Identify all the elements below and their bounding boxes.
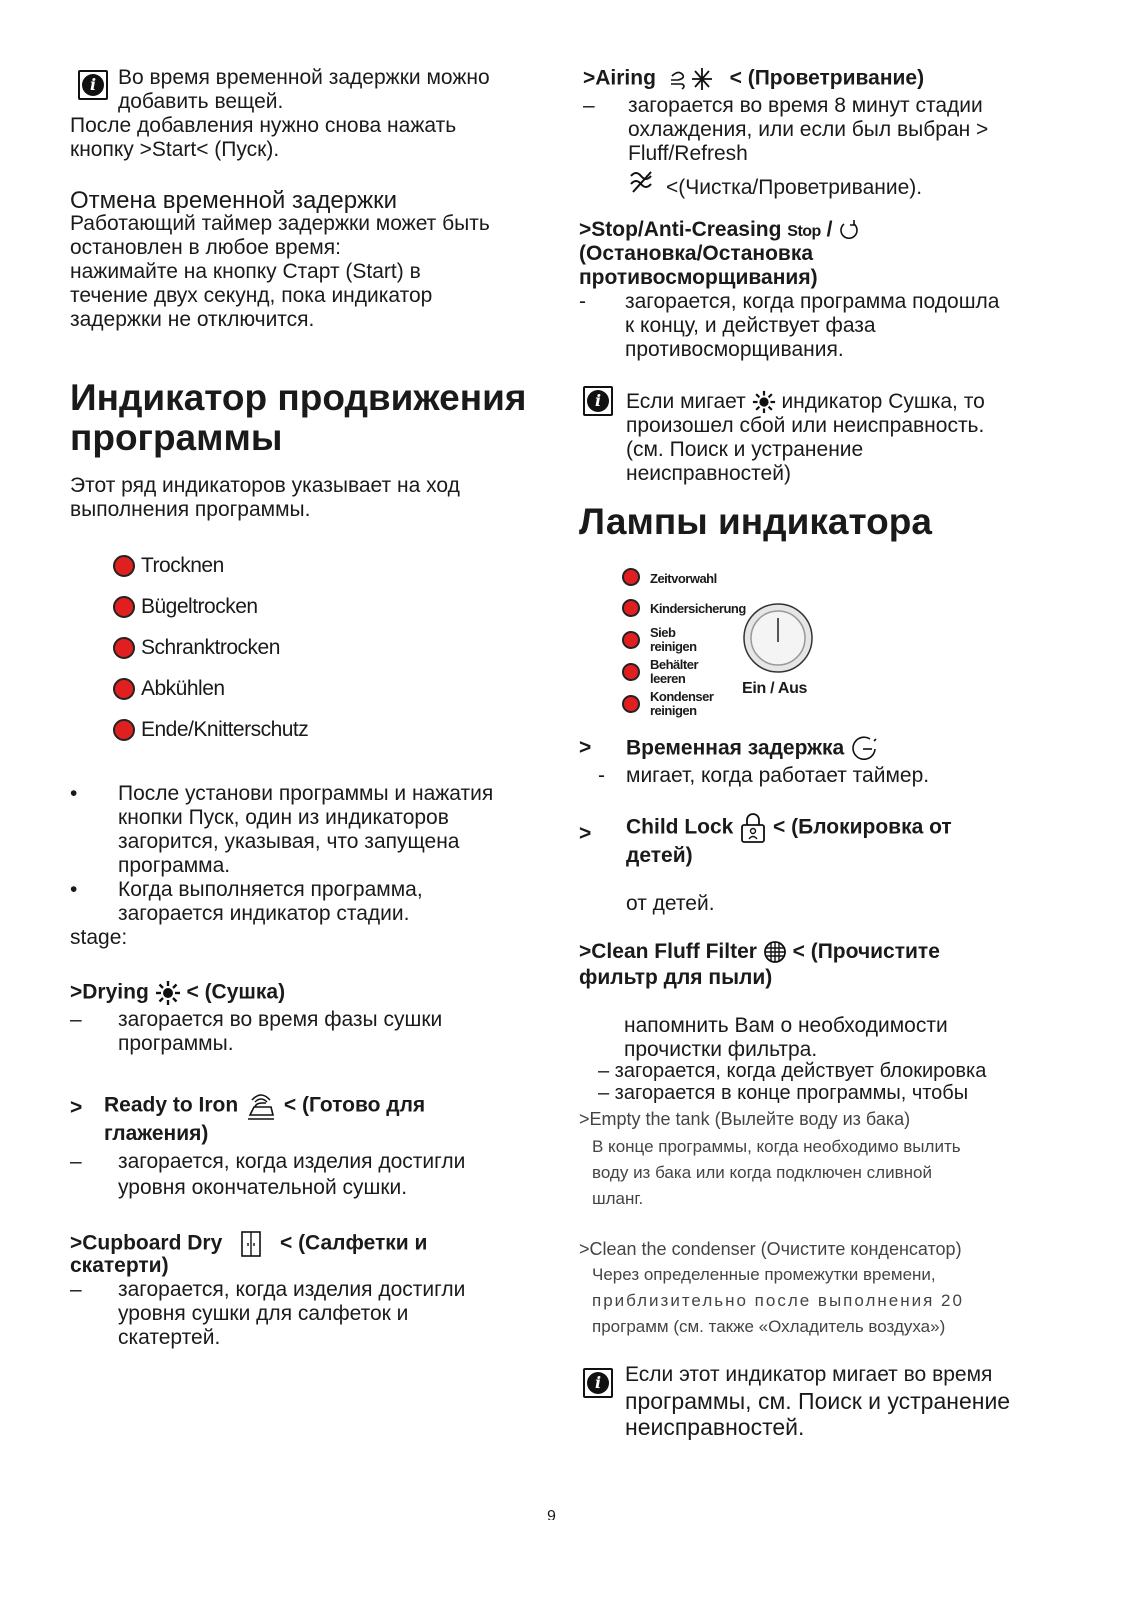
bullet-start-program: После установи программы и нажатия кнопки Пуск, один из индикаторов загорится, указывая, что запущена программа. — [118, 782, 494, 877]
dash: – — [583, 94, 595, 117]
delay-gt: > — [579, 736, 592, 759]
child-lock-title: Child Lock < (Блокировка от — [626, 812, 952, 844]
airing-body-cont: <(Чистка/Проветривание). — [666, 176, 923, 199]
iron-body: загорается, когда изделия достигли уровня окончательной сушки. — [118, 1150, 466, 1199]
lamp-label: Kindersicherung — [650, 601, 746, 616]
delay-icon — [850, 736, 880, 762]
note-drying-blink-cont: произошел сбой или неисправность. (см. Поиск и устранение неисправностей) — [626, 414, 985, 485]
cupboard-title: >Cupboard Dry < (Салфетки и — [70, 1230, 427, 1258]
child-lock-body: от детей. — [626, 892, 715, 915]
lamp-label: Kondenser reinigen — [650, 689, 714, 718]
note-delay-restart: После добавления нужно снова нажать кнопку >Start< (Пуск). — [70, 114, 457, 161]
indicator-schranktrocken — [113, 627, 308, 668]
child-gt: > — [579, 822, 592, 845]
dash: – — [70, 1278, 82, 1301]
cupboard-title-cont: скатерти) — [70, 1254, 169, 1277]
on-off-label: Ein / Aus — [742, 680, 808, 697]
stop-label: Stop — [787, 223, 821, 240]
note-delay-add: Во время временной задержки можно добавить вещей. — [118, 66, 490, 113]
iron-icon — [244, 1090, 278, 1122]
empty-tank-title: >Empty the tank (Вылейте воду из бака) — [579, 1109, 911, 1129]
fluff-filter-title: >Clean Fluff Filter < (Прочистите — [579, 940, 940, 963]
indicator-label: Schranktrocken — [141, 635, 280, 659]
condenser-title: >Clean the condenser (Очистите конденсатор) — [579, 1239, 962, 1259]
lamps-heading: Лампы индикатора — [579, 501, 932, 542]
airing-body: загорается во время 8 минут стадии охлаждения, или если был выбран > Fluff/Refresh — [628, 94, 989, 165]
bullet-mark: • — [70, 878, 78, 901]
lamp-behaelter — [622, 663, 640, 681]
progress-intro: Этот ряд индикаторов указывает на ход выполнения программы. — [70, 474, 460, 521]
delay-body: мигает, когда работает таймер. — [626, 764, 930, 787]
indicator-lamp — [113, 555, 135, 577]
progress-heading: Индикатор продвижения программы — [70, 377, 527, 458]
lock-icon — [739, 812, 767, 844]
minus: - — [598, 764, 605, 787]
airing-icon — [668, 66, 718, 92]
iron-gt: > — [70, 1096, 83, 1119]
stop-body: загорается, когда программа подошла к концу, и действует фаза противосморщивания. — [625, 290, 1000, 361]
fluff-icon — [628, 168, 656, 194]
dash: – — [70, 1150, 82, 1173]
progress-indicators — [113, 545, 308, 750]
note-indicator-blink: Если этот индикатор мигает во время программы, см. Поиск и устранение неисправностей. — [625, 1363, 1011, 1440]
lamp-kindersicherung — [622, 599, 640, 617]
bullet-mark: • — [70, 782, 78, 805]
airing-title: >Airing < (Проветривание) — [583, 66, 924, 92]
cancel-delay-title: Отмена временной задержки — [70, 187, 398, 214]
fluff-filter-title-cont: фильтр для пыли) — [579, 966, 773, 989]
delay-title: Временная задержка — [626, 736, 880, 762]
info-icon: i — [583, 386, 613, 416]
stop-title-cont: (Остановка/Остановка противосморщивания) — [579, 242, 818, 289]
lamp-sieb — [622, 631, 640, 649]
drying-title: >Drying < (Сушка) — [70, 980, 285, 1006]
on-off-knob-icon[interactable] — [742, 602, 814, 674]
lamp-label: Zeitvorwahl — [650, 571, 717, 586]
page-number: 9 — [547, 1508, 556, 1520]
filter-icon — [763, 940, 787, 964]
indicator-lamp — [113, 596, 135, 618]
indicator-bugeltrocken — [113, 586, 308, 627]
info-icon: i — [583, 1368, 613, 1398]
lamp-kondenser — [622, 695, 640, 713]
iron-title-cont: глажения) — [104, 1122, 209, 1145]
stop-title: >Stop/Anti-Creasing Stop / — [579, 218, 860, 244]
minus: - — [579, 290, 586, 313]
iron-title: Ready to Iron < (Готово для — [104, 1090, 425, 1122]
cupboard-icon — [236, 1230, 266, 1258]
info-icon: i — [78, 70, 108, 100]
bullet-stage-light: Когда выполняется программа, загорается индикатор стадии. — [118, 878, 423, 925]
indicator-lamp — [113, 719, 135, 741]
condenser-body: Через определенные промежутки времени, приблизительно после выполнения 20 программ (см. также «Охладитель воздуха») — [592, 1265, 964, 1336]
indicator-label: Ende/Knitterschutz — [141, 717, 309, 741]
note-drying-blink: Если мигает индикатор Сушка, то — [626, 390, 985, 413]
sun-icon — [752, 390, 776, 414]
fluff-filter-body: напомнить Вам о необходимости прочистки фильтра. — [624, 1014, 948, 1061]
indicator-trocknen — [113, 545, 308, 586]
indicator-label: Trocknen — [141, 553, 224, 577]
fluff-filter-lines: – загорается, когда действует блокировка – загорается в конце программы, чтобы — [598, 1060, 987, 1104]
cupboard-body: загорается, когда изделия достигли уровня сушки для салфеток и скатертей. — [118, 1278, 466, 1349]
indicator-label: Abkühlen — [141, 676, 225, 700]
dash: – — [70, 1008, 82, 1031]
cancel-delay-body: Работающий таймер задержки может быть остановлен в любое время: нажимайте на кнопку Старт (Start) в течение двух секунд, пока индикатор задержки не отключится. — [70, 212, 490, 331]
indicator-lamp — [113, 637, 135, 659]
indicator-abkuhlen — [113, 668, 308, 709]
child-lock-title-cont: детей) — [626, 844, 693, 867]
lamp-panel — [622, 566, 842, 726]
anti-crease-icon — [838, 219, 860, 241]
indicator-lamp — [113, 678, 135, 700]
indicator-label: Bügeltrocken — [141, 594, 258, 618]
empty-tank-body: В конце программы, когда необходимо вылить воду из бака или когда подключен сливной шланг. — [592, 1137, 961, 1208]
drying-body: загорается во время фазы сушки программы. — [118, 1008, 443, 1055]
stage-label: stage: — [70, 926, 128, 949]
lamp-label: Sieb reinigen — [650, 625, 697, 654]
indicator-ende — [113, 709, 308, 750]
lamp-zeitvorwahl — [622, 568, 640, 586]
sun-icon — [155, 980, 181, 1006]
lamp-label: Behälter leeren — [650, 657, 699, 686]
